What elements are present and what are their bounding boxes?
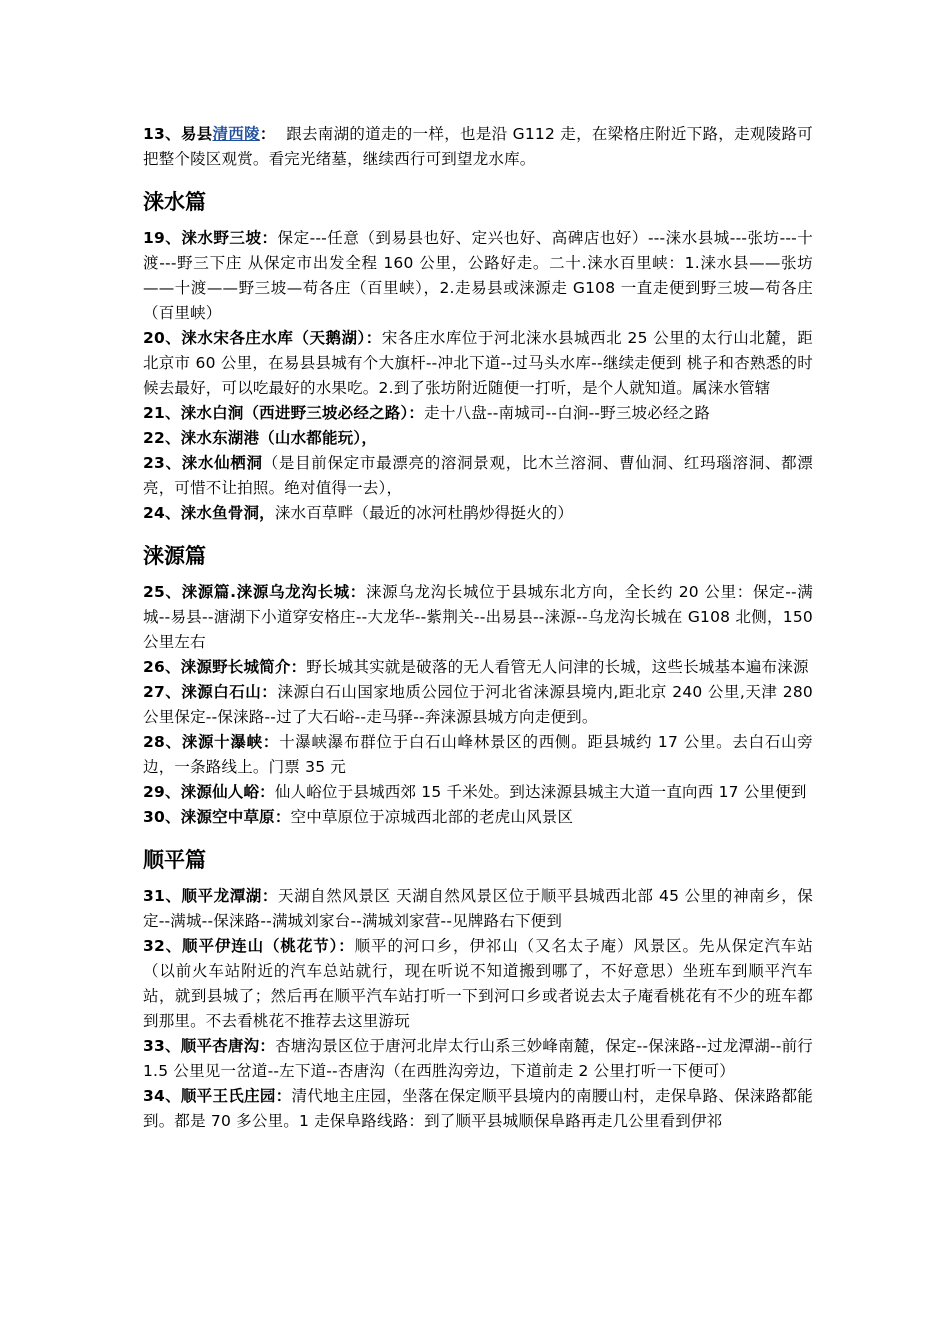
entry-21-text: 走十八盘--南城司--白涧--野三坡必经之路 [424,404,711,422]
section-heading-laiyuan: 涞源篇 [143,544,206,568]
entry-21-label: 21、涞水白涧（西进野三坡必经之路）： [143,404,425,422]
entry-22 [143,426,813,451]
entry-34-text: 清代地主庄园，坐落在保定顺平县境内的南腰山村，走保阜路、保涞路都能到。都是 70 多公里。1 走保阜路线路：到了顺平县城顺保阜路再走几公里看到伊祁 [143,1087,813,1130]
entry-21 [143,401,813,426]
qingxiling-link[interactable]: 清西陵 [212,125,260,143]
entry-13 [143,122,813,172]
entry-27-text: 涞源白石山国家地质公园位于河北省涞源县境内,距北京 240 公里,天津 280 公里保定--保涞路--过了大石峪--走马驿--奔涞源县城方向走便到。 [143,683,813,726]
entry-22-label: 22、涞水东湖港（山水都能玩）， [143,429,378,447]
entry-31 [143,884,813,934]
entry-29-label: 29、涞源仙人峪： [143,783,275,801]
entry-26-text: 野长城其实就是破落的无人看管无人问津的长城，这些长城基本遍布涞源 [306,658,809,676]
entry-20-text: 宋各庄水库位于河北涞水县城西北 25 公里的太行山北麓，距北京市 60 公里，在易县县城有个大旗杆--冲北下道--过马头水库--继续走便到 桃子和杏熟悉的时候去最好，可以吃最好的水果吃。2.到了张坊附近随便一打听，是个人就知道。属涞水管辖 [143,329,813,397]
section-heading-shunping: 顺平篇 [143,848,206,872]
entry-27-label: 27、涞源白石山： [143,683,278,701]
entry-32-text: 顺平的河口乡，伊祁山（又名太子庵）风景区。先从保定汽车站（以前火车站附近的汽车总站就行，现在听说不知道搬到哪了，不好意思）坐班车到顺平汽车站，就到县城了；然后再在顺平汽车站打听一下到河口乡或者说去太子庵看桃花有不少的班车都到那里。不去看桃花不推荐去这里游玩 [143,937,814,1030]
entry-27 [143,680,813,730]
entry-24-label: 24、涞水鱼骨洞， [143,504,275,522]
entry-20 [143,326,813,401]
entry-32 [143,934,813,1034]
entry-33 [143,1034,813,1084]
entry-19-label: 19、涞水野三坡： [143,229,278,247]
entry-23-label: 23、涞水仙栖洞 [143,454,263,472]
entry-25-text: 涞源乌龙沟长城位于县城东北方向，全长约 20 公里：保定--满城--易县--溏湖下小道穿安格庄--大龙华--紫荆关--出易县--涞源--乌龙沟长城在 G108 北侧，150 公里左右 [143,583,813,651]
entry-24-text: 涞水百草畔（最近的冰河杜鹃炒得挺火的） [274,504,574,522]
entry-23-text: （是目前保定市最漂亮的溶洞景观，比木兰溶洞、曹仙洞、红玛瑙溶洞、都漂亮，可惜不让拍照。绝对值得一去）， [143,454,814,497]
entry-31-label: 31、顺平龙潭湖： [143,887,278,905]
entry-25-label: 25、涞源篇.涞源乌龙沟长城： [143,583,366,601]
entry-28 [143,730,813,780]
section-heading-laishui: 涞水篇 [143,190,206,214]
entry-13-label: 13、易县 [143,125,213,143]
entry-30-label: 30、涞源空中草原： [143,808,291,826]
entry-33-text: 杏塘沟景区位于唐河北岸太行山系三妙峰南麓，保定--保涞路--过龙潭湖--前行 1.5 公里见一岔道--左下道--杏唐沟（在西胜沟旁边，下道前走 2 公里打听一下便可） [143,1037,813,1080]
entry-28-label: 28、涞源十瀑峡： [143,733,280,751]
entry-19 [143,226,813,326]
entry-26 [143,655,813,680]
entry-30 [143,805,813,830]
entry-13-sep: ： [259,125,276,143]
entry-33-label: 33、顺平杏唐沟： [143,1037,276,1055]
entry-34-label: 34、顺平王氏庄园： [143,1087,292,1105]
document-body [143,122,813,1134]
entry-13-text: 跟去南湖的道走的一样，也是沿 G112 走，在梁格庄附近下路，走观陵路可把整个陵区观赏。看完光绪墓，继续西行可到望龙水库。 [143,125,814,168]
entry-20-label: 20、涞水宋各庄水库（天鹅湖）： [143,329,382,347]
entry-24 [143,501,813,526]
entry-29-text: 仙人峪位于县城西郊 15 千米处。到达涞源县城主大道一直向西 17 公里便到 [274,783,807,801]
entry-29 [143,780,813,805]
entry-26-label: 26、涞源野长城简介： [143,658,307,676]
entry-23 [143,451,813,501]
entry-31-text: 天湖自然风景区 天湖自然风景区位于顺平县城西北部 45 公里的神南乡，保定--满城--保涞路--满城刘家台--满城刘家营--见牌路右下便到 [143,887,813,930]
entry-25 [143,580,813,655]
entry-32-label: 32、顺平伊连山（桃花节）： [143,937,355,955]
entry-28-text: 十瀑峡瀑布群位于白石山峰林景区的西侧。距县城约 17 公里。去白石山旁边，一条路线上。门票 35 元 [143,733,813,776]
entry-19-text: 保定---任意（到易县也好、定兴也好、高碑店也好）---涞水县城---张坊---十渡---野三下庄 从保定市出发全程 160 公里，公路好走。二十.涞水百里峡：1.涞水县——张坊——十渡——野三坡—苟各庄（百里峡），2.走易县或涞源走 G108 一直走便到野三坡—苟各庄（百里峡） [143,229,813,322]
entry-30-text: 空中草原位于凉城西北部的老虎山风景区 [290,808,574,826]
entry-34 [143,1084,813,1134]
